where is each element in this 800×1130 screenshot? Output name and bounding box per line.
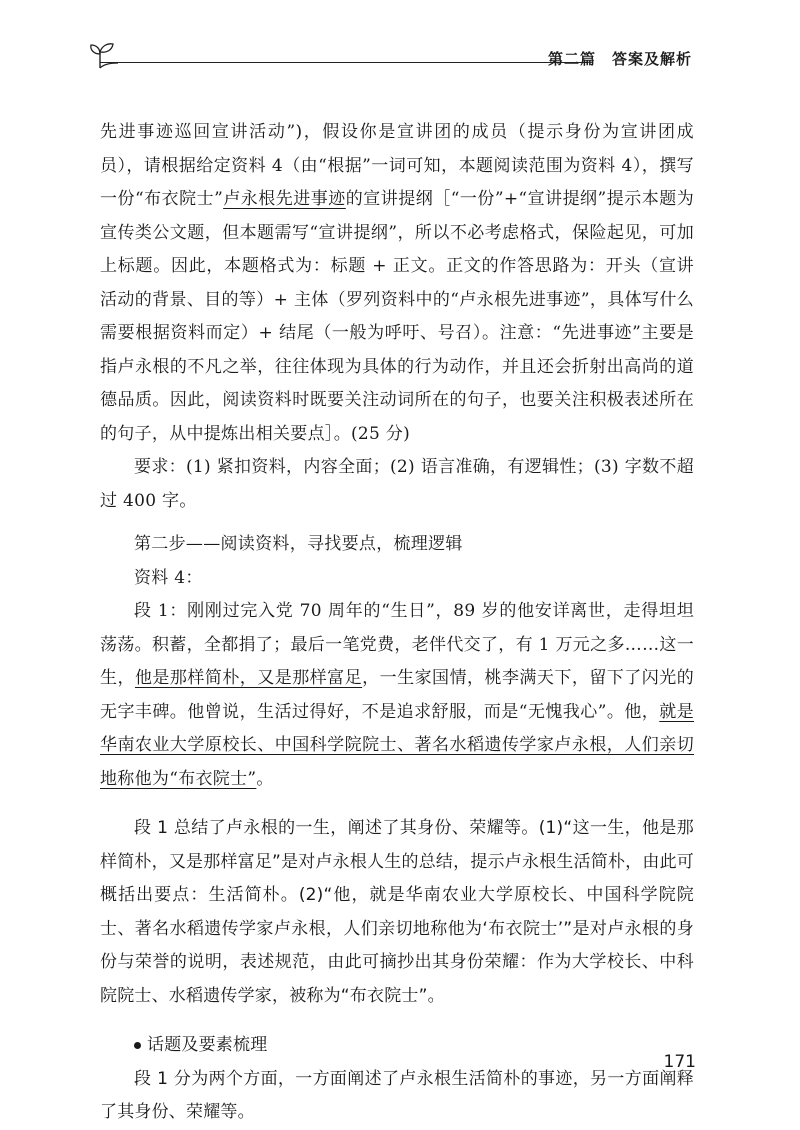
material-label: 资料 4：: [134, 567, 203, 588]
bullet-icon: [134, 1042, 141, 1049]
material-text-c: 。: [256, 768, 274, 789]
step-title: 第二步——阅读资料，寻找要点，梳理逻辑: [134, 534, 463, 554]
page-content: [100, 116, 694, 1130]
analysis-paragraph: 段 1 总结了卢永根的一生，阐述了其身份、荣耀等。(1)“这一生，他是那样简朴，又是那样富足”是对卢永根人生的总结，提示卢永根生活简朴，由此可概括出要点：生活简朴。(2)“他，就是华南农业大学原校长、中国科学院院士、著名水稻遗传学家卢永根，人们亲切地称他为‘布衣院士’”是对卢永根的身份与荣誉的说明，表述规范，由此可摘抄出其身份荣耀：作为大学校长、中科院院士、水稻遗传学家，被称为“布衣院士”。: [100, 818, 694, 1006]
intro-underline-1: 卢永根先进事迹: [223, 189, 346, 209]
material-underline-2: 就是华南农业大学原校长、中国科学院院士、著名水稻遗传学家卢永根，人们亲切地称他为“布衣院士”: [100, 701, 695, 789]
header-rule: [100, 62, 587, 63]
material-text-b: ，一生家国情，桃李满天下，留下了闪光的无字丰碑。他曾说，生活过得好，不是追求舒服，而是“无愧我心”。他，: [100, 668, 694, 722]
material-underline-1: 他是那样简朴，又是那样富足: [134, 668, 363, 688]
material-paragraph: [100, 595, 694, 796]
header-title: 第二篇 答案及解析: [547, 50, 692, 68]
page-number: 171: [663, 1052, 696, 1072]
topic-heading: [100, 1029, 694, 1063]
intro-text-a: 先进事迹巡回宣讲活动”)，假设你是宣讲团的成员（提示身份为宣讲团成员），请根据给定资料 4（由“根据”一词可知，本题阅读范围为资料 4），撰写一份“布衣院士”: [100, 122, 694, 209]
requirement-text: 要求：(1) 紧扣资料，内容全面；(2) 语言准确，有逻辑性；(3) 字数不超过 400 字。: [100, 457, 694, 511]
topic-heading-text: 话题及要素梳理: [147, 1035, 268, 1055]
analysis-paragraph-2: 段 1 分为两个方面，一方面阐述了卢永根生活简朴的事迹，另一方面阐释了其身份、荣耀等。: [100, 1068, 694, 1122]
intro-text-b: 的宣讲提纲［“一份”+“宣讲提纲”提示本题为宣传类公文题，但本题需写“宣讲提纲”，所以不必考虑格式，保险起见，可加上标题。因此，本题格式为：标题 + 正文。正文的作答思路为：开头（宣讲活动的背景、目的等）+ 主体（罗列资料中的“卢永根先进事迹”，具体写什么需要根据资料而定）+ 结尾（一般为呼吁、号召）。注意：“先进事迹”主要是指卢永根的不凡之举，往往体现为具体的行为动作，并且还会折射出高尚的道德品质。因此，阅读资料时既要关注动词所在的句子，也要关注积极表述所在的句子，从中提炼出相关要点］。(25 分): [100, 189, 694, 444]
material-text-a: 段 1：刚刚过完入党 70 周年的“生日”，89 岁的他安详离世，走得坦坦荡荡。积蓄，全都捐了；最后一笔党费，老伴代交了，有 1 万元之多……这一生，: [100, 601, 694, 688]
intro-paragraph: [100, 116, 694, 451]
sprout-icon: [88, 38, 128, 72]
